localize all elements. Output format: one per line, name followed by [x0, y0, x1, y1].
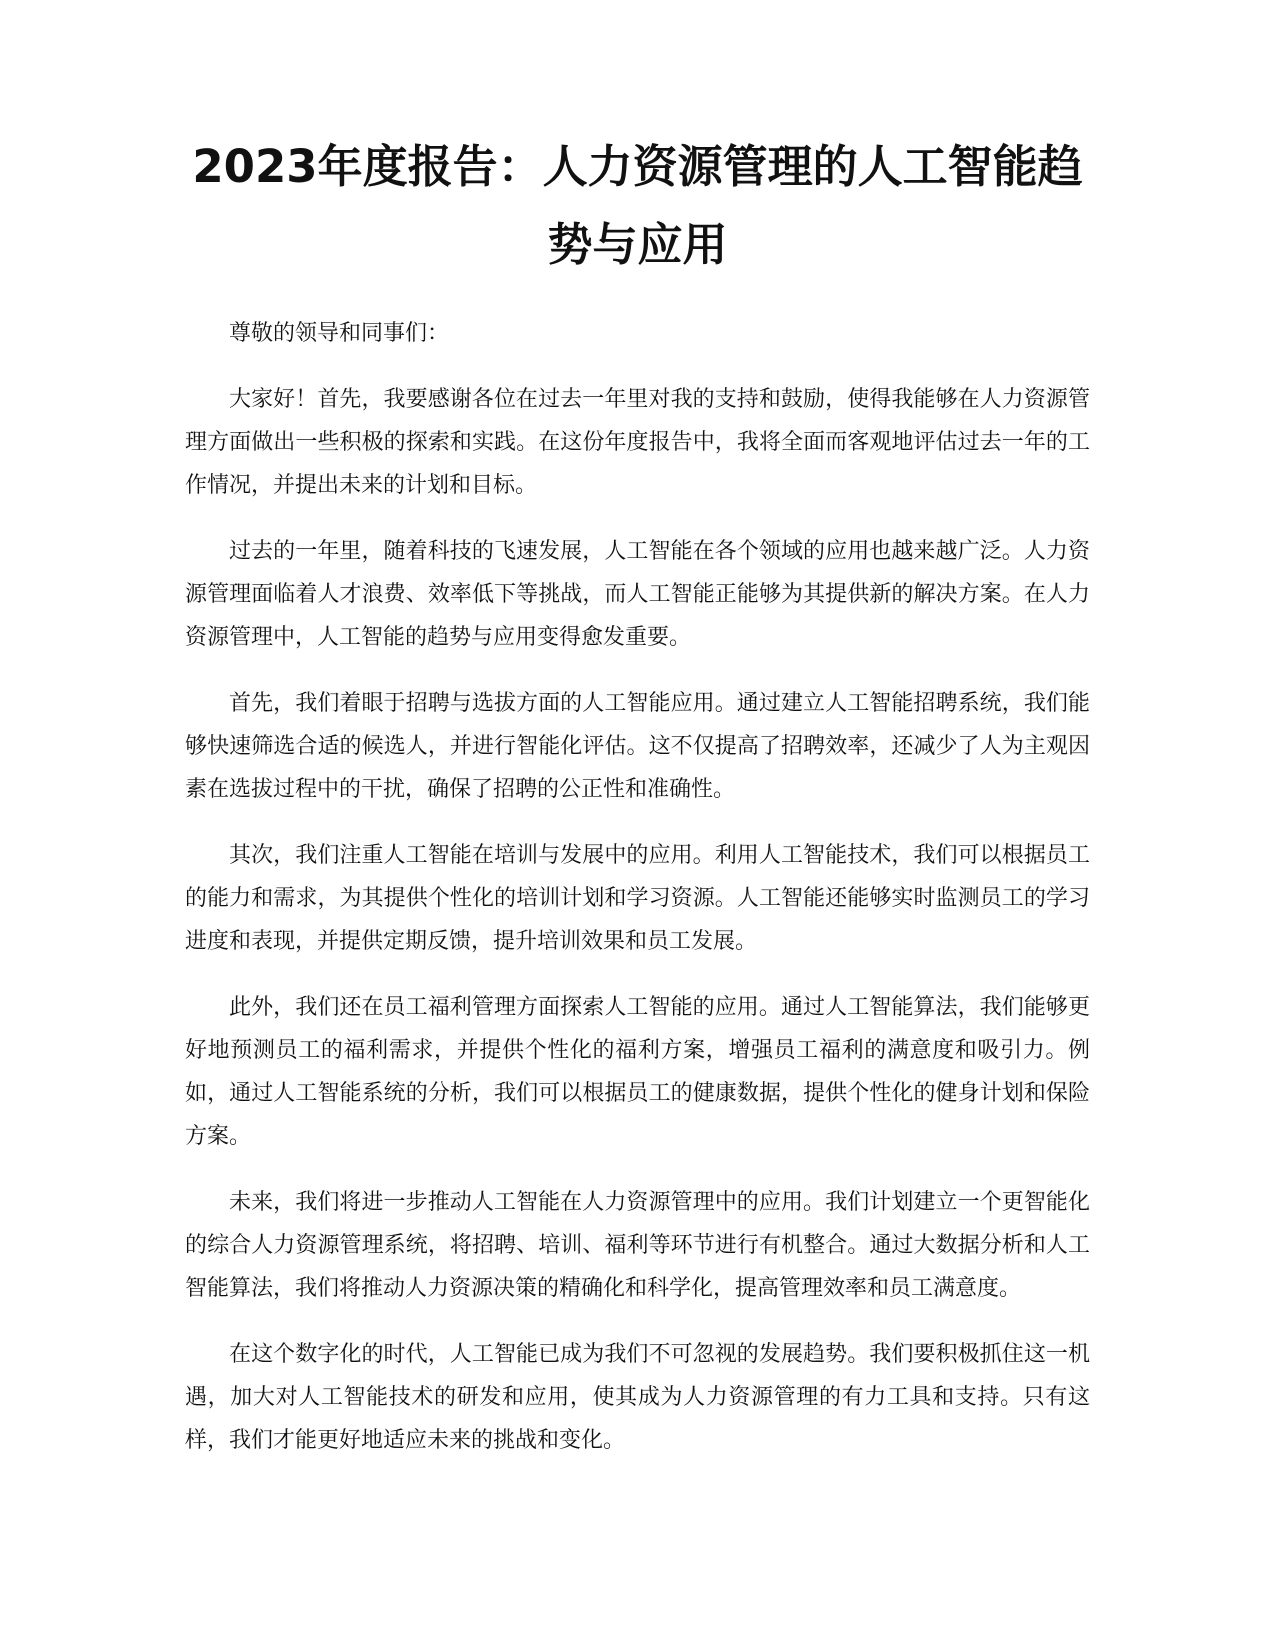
- paragraph-recruitment: 首先，我们着眼于招聘与选拔方面的人工智能应用。通过建立人工智能招聘系统，我们能够快速筛选合适的候选人，并进行智能化评估。这不仅提高了招聘效率，还减少了人为主观因素在选拔过程中的干扰，确保了招聘的公正性和准确性。: [185, 691, 1090, 802]
- paragraph-training: 其次，我们注重人工智能在培训与发展中的应用。利用人工智能技术，我们可以根据员工的能力和需求，为其提供个性化的培训计划和学习资源。人工智能还能够实时监测员工的学习进度和表现，并提供定期反馈，提升培训效果和员工发展。: [185, 843, 1090, 954]
- paragraph-salutation: 尊敬的领导和同事们：: [229, 321, 450, 346]
- paragraph-greeting: 大家好！首先，我要感谢各位在过去一年里对我的支持和鼓励，使得我能够在人力资源管理方面做出一些积极的探索和实践。在这份年度报告中，我将全面而客观地评估过去一年的工作情况，并提出未来的计划和目标。: [185, 387, 1090, 498]
- paragraph-background: 过去的一年里，随着科技的飞速发展，人工智能在各个领域的应用也越来越广泛。人力资源管理面临着人才浪费、效率低下等挑战，而人工智能正能够为其提供新的解决方案。在人力资源管理中，人工智能的趋势与应用变得愈发重要。: [185, 539, 1090, 650]
- document-page: [185, 128, 1090, 1485]
- paragraph-conclusion: 在这个数字化的时代，人工智能已成为我们不可忽视的发展趋势。我们要积极抓住这一机遇，加大对人工智能技术的研发和应用，使其成为人力资源管理的有力工具和支持。只有这样，我们才能更好地适应未来的挑战和变化。: [185, 1342, 1090, 1453]
- paragraph-future: 未来，我们将进一步推动人工智能在人力资源管理中的应用。我们计划建立一个更智能化的综合人力资源管理系统，将招聘、培训、福利等环节进行有机整合。通过大数据分析和人工智能算法，我们将推动人力资源决策的精确化和科学化，提高管理效率和员工满意度。: [185, 1190, 1090, 1301]
- paragraph-benefits: 此外，我们还在员工福利管理方面探索人工智能的应用。通过人工智能算法，我们能够更好地预测员工的福利需求，并提供个性化的福利方案，增强员工福利的满意度和吸引力。例如，通过人工智能系统的分析，我们可以根据员工的健康数据，提供个性化的健身计划和保险方案。: [185, 995, 1090, 1149]
- document-title: 2023年度报告：人力资源管理的人工智能趋势与应用: [192, 140, 1083, 271]
